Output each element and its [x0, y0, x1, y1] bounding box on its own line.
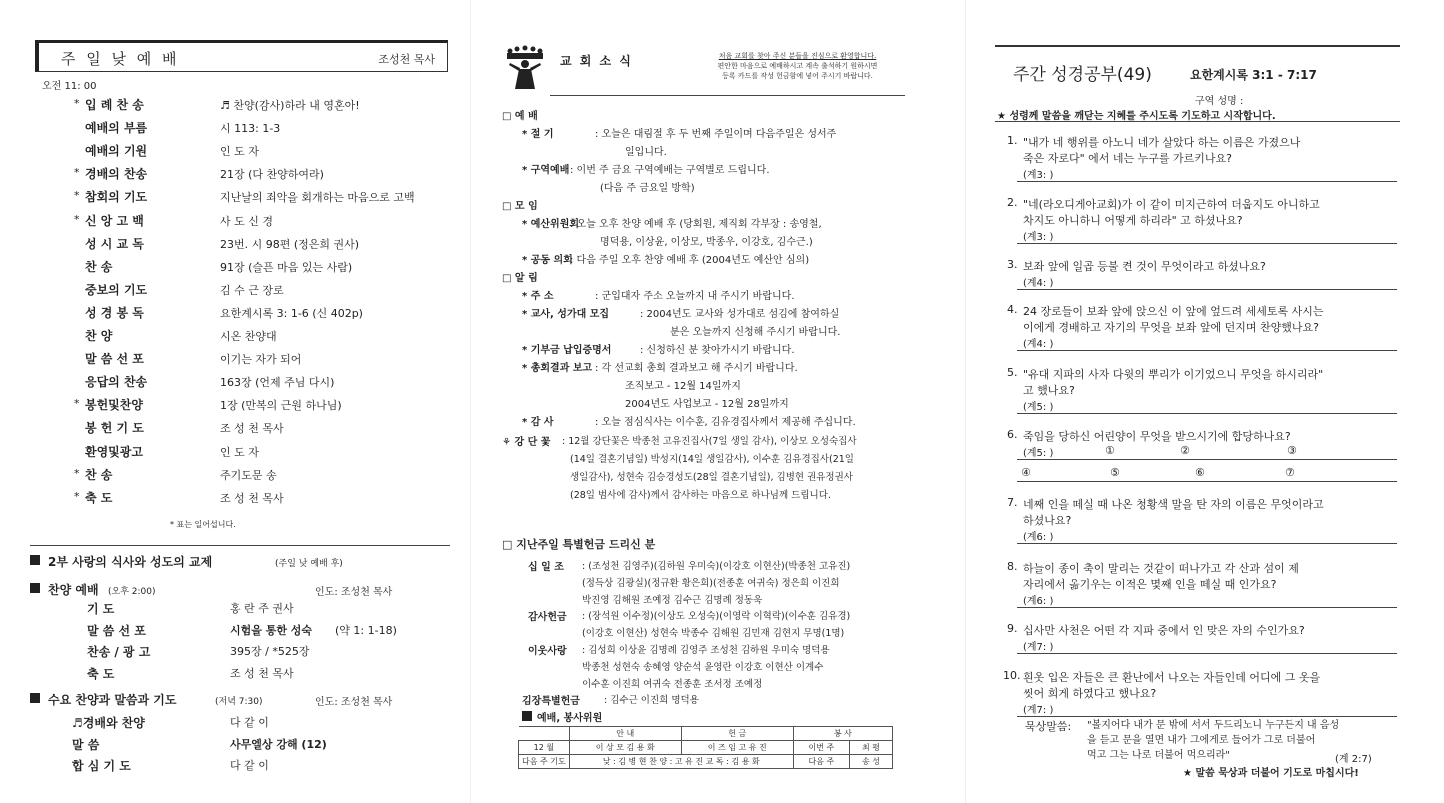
question-number: 7.: [1007, 496, 1018, 509]
news-item-label: * 감 사: [522, 417, 554, 428]
order-item-detail: 시온 찬양대: [220, 330, 277, 343]
order-item-detail: 91장 (슬픈 마음 있는 사람): [220, 260, 353, 274]
order-item-name: 봉헌및찬양: [85, 398, 143, 413]
square-bullet-icon: [522, 711, 532, 721]
divider: [995, 45, 1400, 47]
committee-header: 헌 금: [681, 727, 793, 741]
answer-ref: (계7: ): [1023, 642, 1054, 653]
worship-pastor: 조성천 목사: [378, 53, 435, 66]
study-district: 구역 성명 :: [1195, 96, 1244, 107]
offering-line: 박진영 김해원 조예정 김수근 김명례 정동욱: [582, 594, 763, 606]
answer-line: [1017, 350, 1397, 351]
flowers-line: : 12월 강단꽃은 박종천 고유진집사(7일 생일 감사), 이상모 오성숙집사: [562, 436, 857, 447]
welcome-note: [690, 51, 905, 81]
meditation-label: 묵상말씀:: [1025, 720, 1072, 733]
news-item-line: 2004년도 사업보고 - 12월 28일까지: [625, 399, 789, 410]
offering-line: : 김수근 이진희 명덕용: [604, 695, 699, 707]
committee-cell: 이번 주: [793, 741, 849, 755]
order-item-detail: 이기는 자가 되어: [220, 353, 302, 367]
news-section-heading: □ 알 림: [502, 273, 538, 284]
offering-title: □ 지난주일 특별헌금 드리신 분: [502, 538, 656, 551]
divider: [550, 95, 905, 96]
question-number: 10.: [1003, 669, 1021, 682]
flowers-line: (28일 범사에 감사)께서 감사하는 마음으로 하나님께 드립니다.: [570, 490, 831, 501]
worship-title-box: [35, 40, 448, 72]
order-item-name: 찬 송: [85, 259, 113, 274]
study-scripture: 요한계시록 3:1 - 7:17: [1190, 68, 1317, 82]
wed-item-detail: 다 같 이: [230, 759, 269, 772]
study-closing: ★ 말씀 묵상과 더불어 기도로 마칩시다!: [1183, 768, 1359, 779]
order-item-detail: 사 도 신 경: [220, 214, 273, 228]
welcome-line: 처음 교회를 찾아 주신 분들을 진심으로 환영합니다.: [718, 52, 877, 60]
meditation-line: 을 듣고 문을 열면 내가 그에게로 들어가 그로 더불어: [1087, 735, 1316, 746]
wed-item-name: 말 씀: [72, 737, 100, 752]
part2-title: 2부 사랑의 식사와 성도의 교제: [48, 555, 213, 569]
answer-line: [1017, 481, 1397, 482]
choice-marker: ⑤: [1110, 466, 1120, 479]
question-number: 2.: [1007, 196, 1018, 209]
order-item-detail: 시 113: 1-3: [220, 122, 281, 136]
news-item-line: : 오늘 오후 찬양 예배 후 (당회원, 제직회 각부장 : 송영철,: [570, 219, 822, 230]
news-item-label: * 총회결과 보고: [522, 363, 593, 374]
order-item-detail: 163장 (언제 주님 다시): [220, 376, 335, 390]
news-item-line: : 군입대자 주소 오늘까지 내 주시기 바랍니다.: [595, 291, 795, 302]
question-line: 보좌 앞에 일곱 등불 켠 것이 무엇이라고 하셨나요?: [1023, 260, 1266, 273]
praise-item-detail: 시험을 통한 성숙: [230, 623, 313, 637]
order-item-detail: 주기도문 송: [220, 468, 277, 482]
praise-item-name: 찬송 / 광 고: [87, 645, 151, 659]
praise-item-ref: (약 1: 1-18): [335, 623, 397, 637]
committee-table: [518, 726, 893, 769]
study-instruction: ★ 성령께 말씀을 깨닫는 지혜를 주시도록 기도하고 시작합니다.: [997, 111, 1276, 122]
order-item-detail: ♬ 찬양(감사)하라 내 영혼아!: [220, 99, 360, 112]
stand-marker: *: [74, 466, 80, 480]
committee-cell: 12 월: [519, 741, 570, 755]
committee-cell: 다음 주: [793, 755, 849, 769]
news-item-label: * 절 기: [522, 129, 554, 140]
news-item-line: : 오늘은 대림절 후 두 번째 주일이며 다음주일은 성서주: [595, 129, 837, 140]
offering-line: : 김성희 이상윤 김명례 김영주 조성천 김하원 우미숙 명덕용: [582, 645, 830, 656]
news-item-line: (다음 주 금요일 방학): [600, 183, 695, 194]
order-item-name: 중보의 기도: [85, 282, 148, 297]
question-line: 24 장로들이 보좌 앞에 앉으신 이 앞에 엎드려 세세토록 사시는: [1023, 305, 1324, 318]
offering-line: : (장석원 이수정)(이상도 오성숙)(이영락 이혁락)(이수훈 김유경): [582, 611, 851, 623]
welcome-line: 편안한 마음으로 예배하시고 계속 출석하기 원하시면: [717, 62, 878, 70]
praise-item-name: 기 도: [87, 602, 115, 616]
answer-ref: (계3: ): [1023, 170, 1054, 181]
choice-marker: ①: [1105, 444, 1115, 457]
question-line: 네째 인을 떼실 때 나온 청황색 말을 탄 자의 이름은 무엇이라고: [1023, 498, 1324, 511]
question-number: 6.: [1007, 428, 1018, 441]
worship-column: [30, 0, 450, 803]
news-item-line: : 다음 주일 오후 찬양 예배 후 (2004년도 예산안 심의): [570, 255, 810, 266]
flowers-line: (14일 결혼기념일) 박성지(14일 생일감사), 이수훈 김유경집사(21일: [570, 454, 854, 465]
table-corner: [519, 727, 570, 741]
question-line: 이에게 경배하고 자기의 무엇을 보좌 앞에 던지며 찬양했나요?: [1023, 321, 1319, 334]
answer-ref: (계5: ): [1023, 448, 1054, 459]
news-item-label: * 공동 의회: [522, 255, 573, 266]
stand-footnote: * 표는 일어섭니다.: [170, 520, 236, 529]
square-bullet-icon: [30, 693, 40, 703]
order-item-name: 성 시 교 독: [85, 236, 144, 251]
meditation-line: "볼지어다 내가 문 밖에 서서 두드리노니 누구든지 내 음성: [1087, 720, 1340, 731]
answer-line: [1017, 289, 1397, 290]
news-item-line: : 오늘 점심식사는 이수훈, 김유경집사께서 제공해 주십니다.: [595, 417, 856, 428]
order-item-detail: 조 성 천 목사: [220, 491, 284, 505]
choice-marker: ⑥: [1195, 466, 1205, 479]
choice-marker: ⑦: [1285, 466, 1295, 479]
answer-line: [1017, 181, 1397, 182]
news-item-line: 조직보고 - 12월 14일까지: [625, 381, 741, 392]
order-item-detail: 조 성 천 목사: [220, 422, 284, 436]
divider: [30, 545, 450, 546]
question-line: 고 했나요?: [1023, 384, 1075, 397]
praise-item-name: 축 도: [87, 666, 115, 681]
praise-item-detail: 홍 란 주 권사: [230, 602, 294, 615]
page-fold-1: [470, 0, 471, 803]
stand-marker: *: [74, 397, 80, 411]
praise-item-detail: 395장 / *525장: [230, 645, 310, 658]
question-line: "유대 지파의 사자 다윗의 뿌리가 이기었으니 무엇을 하시리라": [1023, 368, 1324, 381]
news-item-label: * 주 소: [522, 291, 554, 302]
question-line: 하셨나요?: [1023, 514, 1072, 527]
answer-line: [1017, 607, 1397, 608]
answer-line: [1017, 243, 1397, 244]
order-item-name: 환영및광고: [85, 444, 143, 459]
order-item-name: 축 도: [85, 490, 113, 505]
divider: [995, 121, 1400, 122]
committee-title: 예배, 봉사위원: [537, 713, 603, 724]
square-bullet-icon: [30, 583, 40, 593]
question-line: 하늘이 종이 축이 말리는 것같이 떠나가고 각 산과 섬이 제: [1023, 562, 1299, 575]
order-item-name: 성 경 봉 독: [85, 305, 144, 320]
question-number: 3.: [1007, 258, 1018, 271]
meditation-text: [1087, 718, 1339, 763]
order-item-detail: 인 도 자: [220, 445, 259, 459]
order-item-name: 신 앙 고 백: [85, 213, 144, 228]
order-item-detail: 21장 (다 찬양하여라): [220, 168, 324, 182]
answer-ref: (계3: ): [1023, 232, 1054, 243]
answer-ref: (계4: ): [1023, 339, 1054, 350]
wed-item-detail: 다 같 이: [230, 716, 269, 729]
order-item-name: 응답의 찬송: [85, 375, 148, 390]
wed-leader: 인도: 조성천 목사: [315, 697, 393, 708]
committee-cell: 이 상 모 김 용 화: [569, 741, 681, 755]
question-number: 9.: [1007, 622, 1018, 635]
choice-marker: ②: [1180, 444, 1190, 457]
offering-line: : (조성천 김영주)(김하원 우미숙)(이강호 이현산)(박종천 고유진): [582, 561, 851, 572]
question-line: 차지도 아니하니 어떻게 하리라" 고 하셨나요?: [1023, 214, 1243, 227]
question-number: 5.: [1007, 366, 1018, 379]
worship-title: 주 일 낮 예 배: [61, 50, 180, 68]
news-item-label: * 예산위원회: [522, 219, 580, 230]
news-section-heading: □ 예 배: [502, 111, 538, 122]
offering-line: 이수훈 이진희 여귀숙 전종훈 조서정 조예정: [582, 678, 763, 690]
news-item-line: 명덕용, 이상윤, 이상모, 박종우, 이강호, 김수근.): [600, 237, 813, 248]
answer-line: [1017, 543, 1397, 544]
committee-header: 봉 사: [793, 727, 892, 741]
order-item-name: 예배의 기원: [85, 144, 148, 159]
news-section-heading: □ 모 임: [502, 201, 538, 212]
answer-line: [1017, 653, 1397, 654]
order-item-detail: 지난날의 죄악을 회개하는 마음으로 고백: [220, 191, 415, 205]
stand-marker: *: [74, 212, 80, 226]
study-title: 주간 성경공부(49): [1013, 65, 1152, 85]
order-item-detail: 인 도 자: [220, 145, 259, 159]
offering-label: 김장특별헌금: [522, 696, 580, 708]
praise-item-detail: 조 성 천 목사: [230, 666, 294, 680]
praise-item-name: 말 씀 선 포: [87, 623, 146, 638]
order-item-detail: 23번. 시 98편 (정은희 권사): [220, 237, 360, 251]
flowers-label: ⚘ 강 단 꽃: [502, 437, 551, 448]
news-item-line: : 2004년도 교사와 성가대로 섬김에 참여하실: [640, 309, 840, 320]
news-item-label: * 교사, 성가대 모집: [522, 309, 610, 320]
offering-line: 박종천 성현숙 송혜영 양순석 윤영란 이강호 이현산 이계수: [582, 661, 824, 673]
committee-cell: 다음 주 기도: [519, 755, 570, 769]
question-number: 8.: [1007, 560, 1018, 573]
offering-line: (정득상 김광실)(정규환 황은희)(전종훈 여귀숙) 정은희 이진희: [582, 577, 840, 589]
answer-ref: (계6: ): [1023, 596, 1054, 607]
offering-label: 감사헌금: [528, 612, 567, 624]
question-number: 1.: [1007, 134, 1018, 147]
wed-title: 수요 찬양과 말씀과 기도: [48, 693, 177, 707]
square-bullet-icon: [30, 555, 40, 565]
offering-line: (이강호 이현산) 성현숙 박종수 김해원 김민재 김현지 무명(1명): [582, 628, 845, 640]
order-item-detail: 요한계시록 3: 1-6 (신 402p): [220, 306, 363, 320]
part2-note: (주일 낮 예배 후): [275, 559, 343, 569]
answer-ref: (계4: ): [1023, 278, 1054, 289]
question-number: 4.: [1007, 303, 1018, 316]
stand-marker: *: [74, 97, 80, 110]
answer-ref: (계7: ): [1023, 705, 1054, 716]
answer-ref: (계5: ): [1023, 402, 1054, 413]
question-line: "네(라오디게아교회)가 이 같이 미지근하여 더웁지도 아니하고: [1023, 198, 1320, 211]
meditation-line: 먹고 그는 나로 더불어 먹으리라": [1087, 750, 1230, 761]
answer-line: [1017, 459, 1397, 460]
wed-time: (저녁 7:30): [215, 697, 263, 707]
news-item-line: : 이번 주 금요 구역예배는 구역별로 드립니다.: [570, 165, 770, 176]
order-item-name: 말 씀 선 포: [85, 352, 144, 367]
order-item-name: 입 례 찬 송: [85, 98, 144, 112]
praise-time: (오후 2:00): [108, 587, 156, 597]
news-column: [500, 0, 910, 803]
question-line: 흰옷 입은 자들은 큰 환난에서 나오는 자들인데 어디에 그 옷을: [1023, 671, 1321, 684]
question-line: "내가 네 행위를 아노니 네가 살았다 하는 이름은 가졌으나: [1023, 136, 1301, 149]
wed-item-name: ♬경배와 찬양: [72, 716, 145, 730]
answer-line: [1017, 716, 1397, 717]
question-line: 십사만 사천은 어떤 각 지파 중에서 인 맞은 자의 수인가요?: [1023, 624, 1305, 637]
order-item-name: 찬 양: [85, 329, 113, 343]
stand-marker: *: [74, 166, 80, 180]
order-item-detail: 김 수 근 장로: [220, 283, 284, 297]
news-item-line: 일입니다.: [625, 147, 667, 158]
news-item-line: : 각 선교회 총회 결과보고 해 주시기 바랍니다.: [595, 363, 798, 374]
question-line: 죽은 자로다" 에서 네는 누구를 가르키나요?: [1023, 152, 1233, 165]
order-item-name: 참회의 기도: [85, 190, 148, 205]
question-line: 자리에서 옮기우는 이적은 몇째 인을 떼실 때 인가요?: [1023, 578, 1277, 591]
order-item-name: 예배의 부름: [85, 121, 148, 136]
committee-cell: 송 성: [850, 755, 893, 769]
stand-marker: *: [74, 189, 80, 203]
order-item-name: 봉 헌 기 도: [85, 421, 144, 436]
choice-marker: ③: [1287, 444, 1297, 457]
wed-item-detail: 사무엘상 강해 (12): [230, 737, 327, 751]
news-title: 교 회 소 식: [560, 54, 633, 68]
wed-item-name: 합 심 기 도: [72, 759, 131, 773]
stand-marker: *: [74, 489, 80, 503]
question-line: 씻어 희게 하였다고 했나요?: [1023, 687, 1157, 700]
answer-line: [1017, 413, 1397, 414]
flowers-line: 생일감사), 성현숙 김승경성도(28일 결혼기념일), 김병현 권유정권사: [570, 472, 853, 483]
welcome-line: 등록 카드를 작성 헌금함에 넣어 주시기 바랍니다.: [722, 72, 873, 80]
praise-leader: 인도: 조성천 목사: [315, 587, 393, 598]
praise-title: 찬양 예배: [48, 583, 99, 597]
news-item-line: : 신청하신 분 찾아가시기 바랍니다.: [640, 345, 795, 356]
worship-time: 오전 11: 00: [42, 81, 97, 92]
choice-marker: ④: [1021, 466, 1031, 479]
order-item-name: 경배의 찬송: [85, 167, 148, 182]
choir-logo-icon: [505, 45, 545, 90]
page-fold-2: [965, 0, 966, 803]
committee-cell: 낮 : 김 병 현 찬 양 : 고 유 진 교 독 : 김 용 화: [569, 755, 793, 769]
question-line: 죽임을 당하신 어린양이 무엇을 받으시기에 합당하나요?: [1023, 430, 1291, 443]
offering-label: 십 일 조: [528, 562, 564, 573]
offering-label: 이웃사랑: [528, 646, 567, 657]
committee-cell: 이 즈 임 고 유 진: [681, 741, 793, 755]
order-item-detail: 1장 (만복의 근원 하나님): [220, 399, 342, 413]
news-item-line: 분은 오늘까지 신청해 주시기 바랍니다.: [670, 327, 841, 338]
news-item-label: * 기부금 납입증명서: [522, 345, 612, 356]
order-item-name: 찬 송: [85, 467, 113, 482]
news-item-label: * 구역예배: [522, 165, 570, 176]
committee-cell: 최 평: [850, 741, 893, 755]
study-column: [995, 0, 1400, 803]
answer-ref: (계6: ): [1023, 532, 1054, 543]
meditation-ref: (계 2:7): [1335, 754, 1372, 765]
committee-header: 안 내: [569, 727, 681, 741]
